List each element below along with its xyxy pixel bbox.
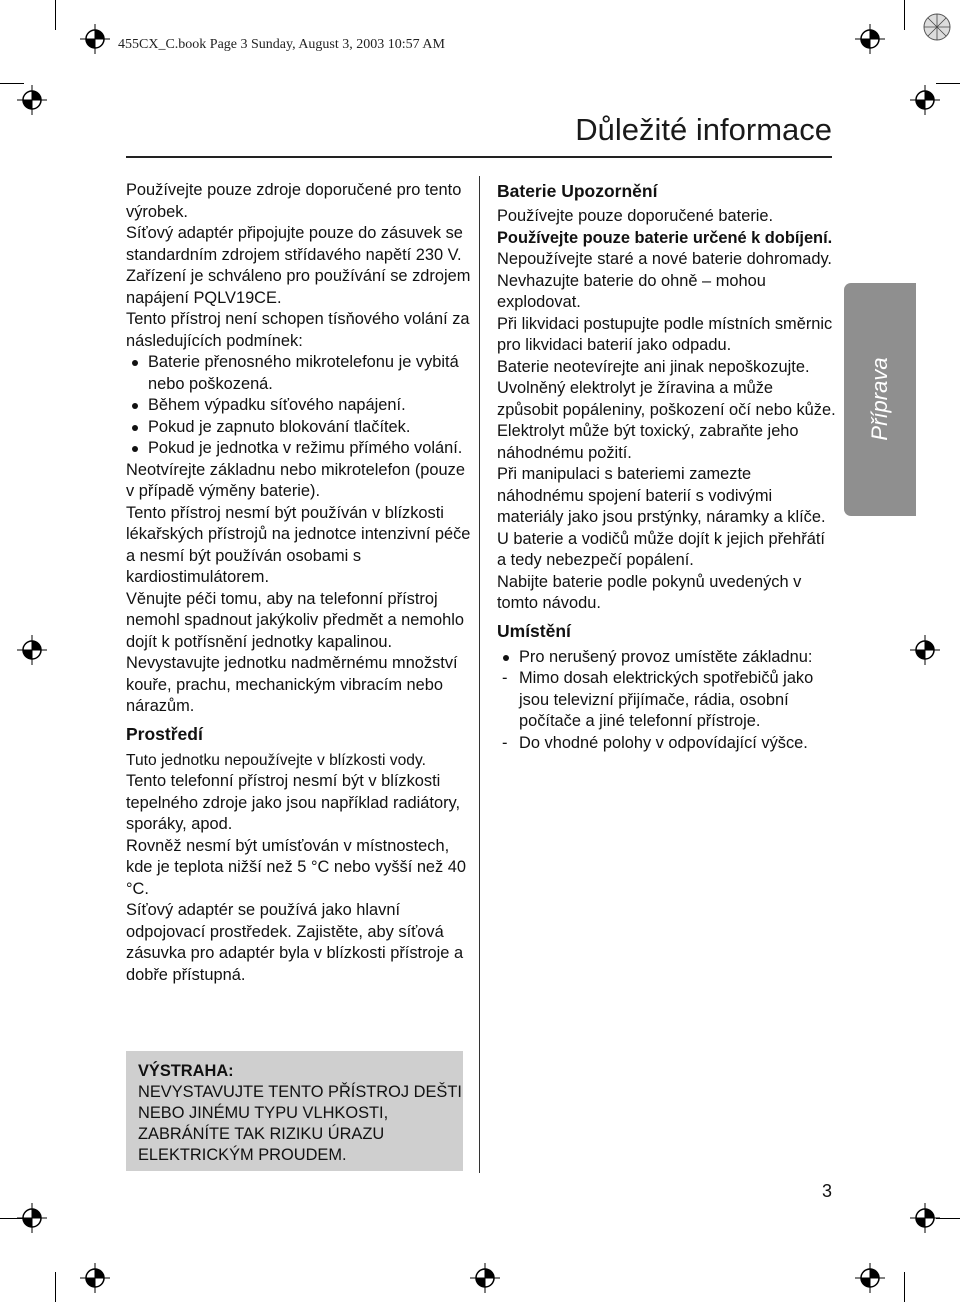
bullet-icon <box>503 655 509 661</box>
title-rule <box>126 156 832 158</box>
paragraph: Tento přístroj nesmí být používán v blízkosti lékařských přístrojů na jednotce intenzivní péče a nesmí být používán osobami s kardiostimulátorem. <box>126 503 471 586</box>
registration-mark-icon <box>910 1203 940 1233</box>
paragraph: Tuto jednotku nepoužívejte v blízkosti vody. <box>126 751 426 769</box>
paragraph: Při manipulaci s bateriemi zamezte náhodnému spojení baterií s vodivými materiály jako jsou prstýnky, náramky a klíče. <box>497 465 826 526</box>
warning-box <box>126 1051 463 1171</box>
list-item: Pokud je jednotka v režimu přímého volání. <box>126 438 471 460</box>
list-item: Baterie přenosného mikrotelefonu je vybitá nebo poškozená. <box>126 352 471 395</box>
color-target-icon <box>922 12 952 42</box>
paragraph: Nabijte baterie podle pokynů uvedených v tomto návodu. <box>497 572 802 612</box>
paragraph: Používejte pouze baterie určené k dobíjení. <box>497 228 833 247</box>
bullet-icon <box>132 425 138 431</box>
paragraph: Síťový adaptér se používá jako hlavní odpojovací prostředek. Zajistěte, aby síťová zásuvka pro adaptér byla v blízkosti přístroje a dobře přístupná. <box>126 901 464 984</box>
registration-mark-icon <box>910 635 940 665</box>
paragraph: Používejte pouze zdroje doporučené pro tento výrobek. <box>126 181 462 221</box>
paragraph: Tento přístroj není schopen tísňového volání za následujících podmínek: <box>126 310 470 350</box>
list-item: - Do vhodné polohy v odpovídající výšce. <box>497 733 837 755</box>
dash-icon: - <box>502 733 508 752</box>
paragraph: Síťový adaptér připojujte pouze do zásuvek se standardním zdrojem střídavého napětí 230 V. <box>126 224 463 264</box>
registration-mark-icon <box>17 1203 47 1233</box>
bullet-icon <box>132 360 138 366</box>
registration-mark-icon <box>17 635 47 665</box>
paragraph: Používejte pouze doporučené baterie. <box>497 207 774 225</box>
registration-mark-icon <box>17 85 47 115</box>
registration-mark-icon <box>855 24 885 54</box>
paragraph: Neotvírejte základnu nebo mikrotelefon (pouze v případě výměny baterie). <box>126 460 465 500</box>
paragraph: Nevhazujte baterie do ohně – mohou explodovat. <box>497 271 766 311</box>
registration-mark-icon <box>80 24 110 54</box>
registration-mark-icon <box>910 85 940 115</box>
bullet-icon <box>132 403 138 409</box>
column-divider <box>479 176 480 1173</box>
warning-title: VÝSTRAHA: <box>138 1062 234 1080</box>
right-column <box>497 180 837 754</box>
page-number: 3 <box>822 1181 833 1201</box>
paragraph: U baterie a vodičů může dojít k jejich přehřátí a tedy nebezpečí popálení. <box>497 529 825 569</box>
warning-text: NEVYSTAVUJTE TENTO PŘÍSTROJ DEŠTI NEBO JINÉMU TYPU VLHKOSTI, ZABRÁNÍTE TAK RIZIKU ÚRAZU ELEKTRICKÝM PROUDEM. <box>138 1083 462 1164</box>
section-tab <box>844 283 916 516</box>
list-item: Během výpadku síťového napájení. <box>126 395 471 417</box>
paragraph: Zařízení je schváleno pro používání se zdrojem napájení PQLV19CE. <box>126 267 471 307</box>
list-item: - Mimo dosah elektrických spotřebičů jako jsou televizní přijímače, rádia, osobní počítače a jiné telefonní přístroje. <box>502 669 814 730</box>
bullet-icon <box>132 446 138 452</box>
placement-list <box>497 647 837 669</box>
section-heading-environment: Prostředí <box>126 723 203 744</box>
registration-mark-icon <box>855 1263 885 1293</box>
section-heading-battery: Baterie Upozornění <box>497 181 658 201</box>
placement-dash-list <box>497 668 837 754</box>
paragraph: Uvolněný elektrolyt je žíravina a může způsobit popáleniny, poškození očí nebo kůže. <box>497 379 836 419</box>
paragraph: Nepoužívejte staré a nové baterie dohromady. <box>497 250 832 268</box>
paragraph: Rovněž nesmí být umísťován v místnostech, kde je teplota nižší než 5 °C nebo vyšší než 40 °C. <box>126 836 467 898</box>
paragraph: Tento telefonní přístroj nesmí být v blízkosti tepelného zdroje jako jsou například radiátory, sporáky, apod. <box>126 772 461 833</box>
page-title: Důležité informace <box>575 112 832 147</box>
paragraph: Věnujte péči tomu, aby na telefonní přístroj nemohl spadnout jakýkoliv předmět a nemohlo dojít k potřísnění jednotky kapalinou. Nevystavujte jednotku nadměrnému množství kouře, prachu, mechanickým vibracím nebo nárazům. <box>126 589 465 715</box>
left-column <box>126 180 471 986</box>
registration-mark-icon <box>470 1263 500 1293</box>
page-header: 455CX_C.book Page 3 Sunday, August 3, 2003 10:57 AM <box>118 37 445 52</box>
list-item: Pokud je zapnuto blokování tlačítek. <box>126 417 471 439</box>
registration-mark-icon <box>80 1263 110 1293</box>
conditions-list <box>126 352 471 460</box>
list-item: Pro nerušený provoz umístěte základnu: <box>497 647 837 669</box>
section-tab-label: Příprava <box>867 357 892 441</box>
paragraph: Při likvidaci postupujte podle místních směrnic pro likvidaci baterií jako odpadu. <box>497 314 833 354</box>
paragraph: Elektrolyt může být toxický, zabraňte jeho náhodnému požití. <box>497 422 799 462</box>
section-heading-placement: Umístění <box>497 620 571 641</box>
dash-icon: - <box>502 669 508 687</box>
paragraph: Baterie neotevírejte ani jinak nepoškozujte. <box>497 357 810 376</box>
